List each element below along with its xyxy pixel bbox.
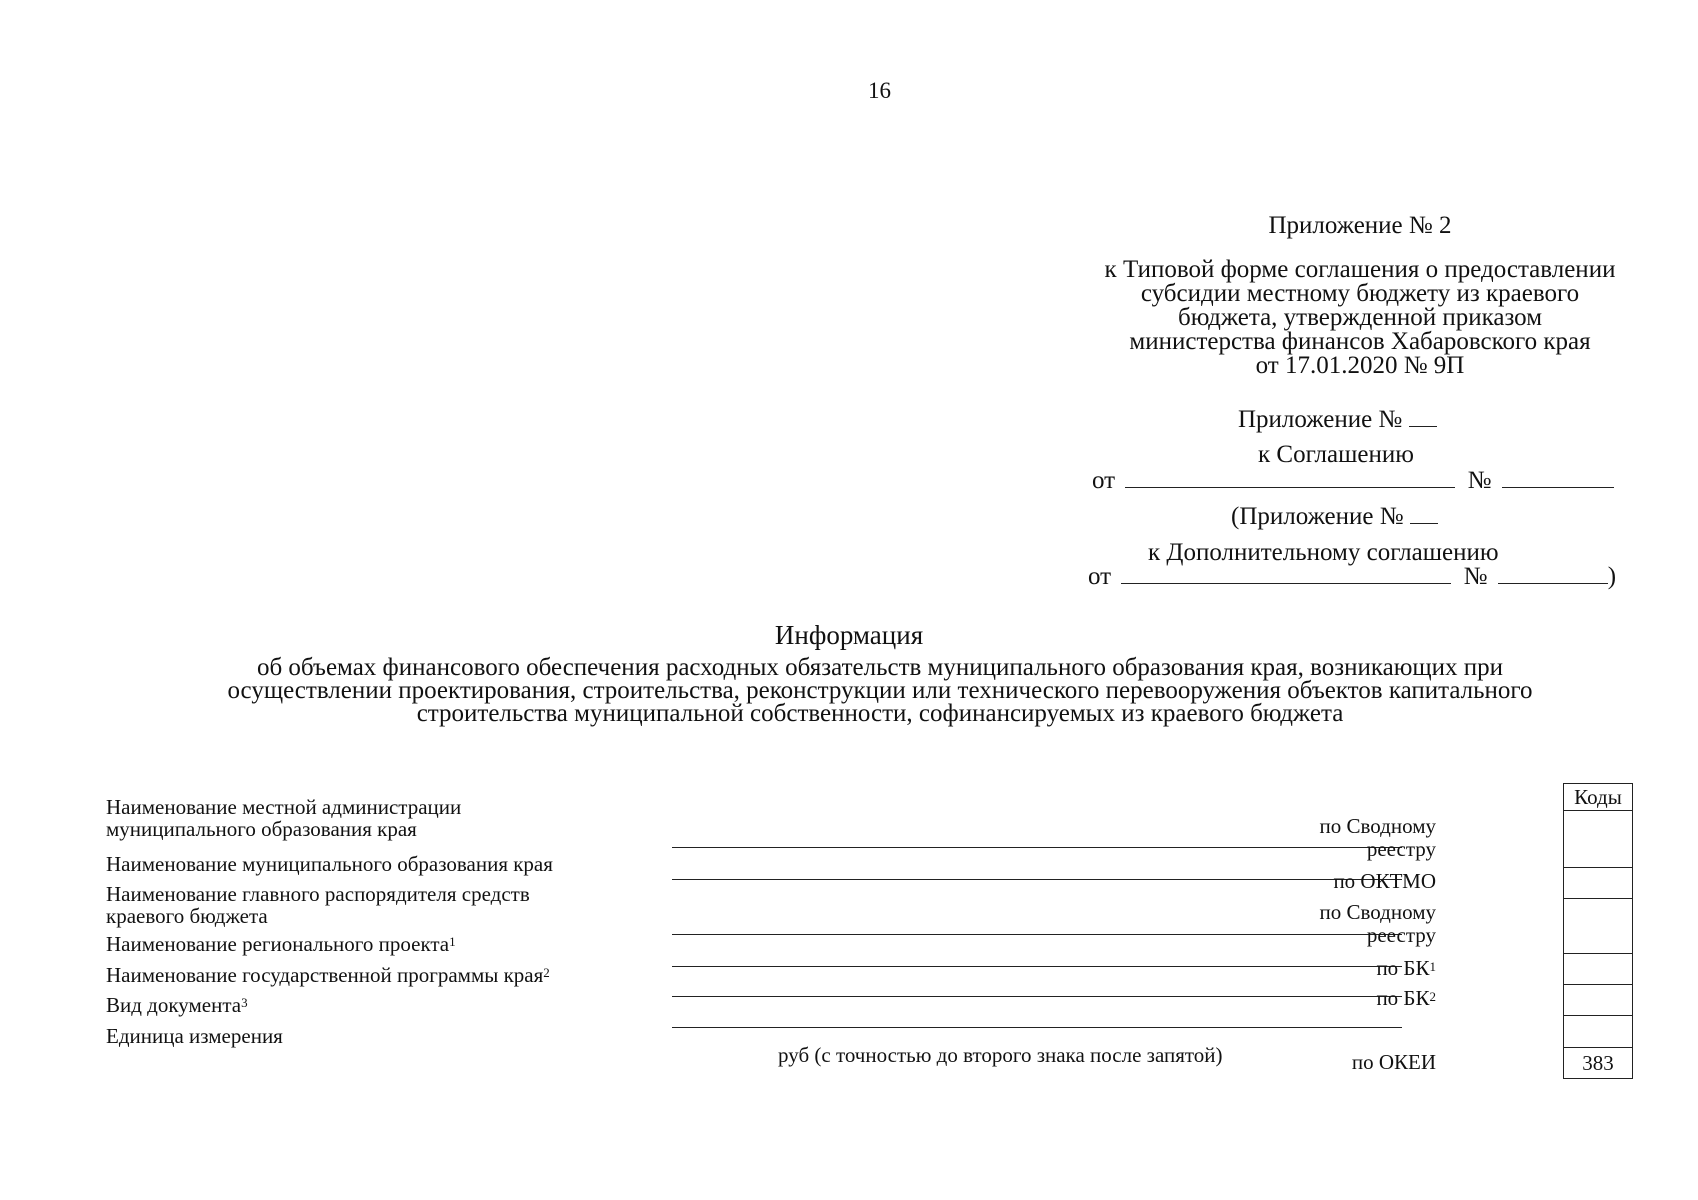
distributor-name-field[interactable] — [672, 934, 1402, 935]
label-state-program — [106, 964, 550, 986]
from-label: от — [1092, 467, 1116, 494]
appendix-title: Приложение № 2 — [1268, 212, 1452, 239]
label-distributor-line1: Наименование главного распорядителя средств — [106, 882, 530, 906]
code-label-bk2-text: по БК — [1376, 986, 1430, 1010]
code-label-bk2 — [1376, 987, 1436, 1010]
municipality-name-field[interactable] — [672, 879, 1402, 880]
from-label-2: от — [1088, 563, 1112, 590]
label-admin — [106, 796, 461, 840]
okei-code-value: 383 — [1582, 1051, 1614, 1075]
additional-number-field[interactable] — [1498, 561, 1608, 584]
codes-row-divider — [1563, 984, 1633, 985]
subtitle-line: строительства муниципальной собственности, софинансируемых из краевого бюджета — [416, 700, 1344, 727]
appendix-line: к Типовой форме соглашения о предоставлении — [1104, 256, 1616, 283]
code-label-reg2-line1: по Сводному — [1319, 900, 1436, 924]
label-admin-line1: Наименование местной администрации — [106, 795, 462, 819]
codes-table — [1563, 783, 1633, 1079]
additional-appendix-number-field[interactable] — [1410, 501, 1438, 524]
agreement-appendix-label: Приложение № — [1238, 406, 1403, 433]
unit-value: руб (с точностью до второго знака после запятой) — [778, 1043, 1223, 1067]
label-state-program-text: Наименование государственной программы края — [106, 963, 544, 987]
codes-row-divider — [1563, 867, 1633, 868]
code-label-reg1 — [1320, 815, 1436, 861]
codes-row-divider — [1563, 1015, 1633, 1016]
subtitle-line: осуществлении проектирования, строительства, реконструкции или технического перевооружения объектов капитального — [227, 677, 1533, 704]
code-label-reg1-line2: реестру — [1366, 837, 1436, 861]
code-label-reg1-line1: по Сводному — [1319, 814, 1436, 838]
appendix-line: от 17.01.2020 № 9П — [1255, 352, 1465, 379]
footnote-mark: 1 — [449, 934, 456, 949]
code-label-bk1-text: по БК — [1376, 956, 1430, 980]
additional-appendix-line — [1231, 501, 1438, 531]
additional-date-field[interactable] — [1121, 561, 1451, 584]
footnote-mark: 3 — [241, 995, 248, 1010]
codes-header: Коды — [1563, 783, 1633, 811]
label-admin-line2: муниципального образования края — [106, 817, 417, 841]
footnote-mark: 2 — [543, 965, 550, 980]
code-label-bk1 — [1376, 957, 1436, 980]
footnote-mark: 2 — [1429, 989, 1436, 1004]
code-label-oktmo: по ОКТМО — [1333, 869, 1436, 893]
regional-project-field[interactable] — [672, 966, 1402, 967]
code-label-okei: по ОКЕИ — [1351, 1050, 1436, 1074]
state-program-field[interactable] — [672, 996, 1402, 997]
appendix-reference — [1040, 258, 1680, 378]
label-regional-project — [106, 933, 456, 955]
footnote-mark: 1 — [1429, 959, 1436, 974]
admin-name-field[interactable] — [672, 847, 1402, 848]
appendix-line: бюджета, утвержденной приказом — [1177, 304, 1543, 331]
number-label-2: № — [1463, 563, 1488, 590]
number-label: № — [1467, 467, 1492, 494]
info-title: Информация — [774, 620, 924, 650]
additional-date-line — [1088, 561, 1616, 591]
codes-row-divider — [1563, 898, 1633, 899]
code-label-reg2-line2: реестру — [1366, 923, 1436, 947]
label-regional-project-text: Наименование регионального проекта — [106, 932, 450, 956]
close-paren: ) — [1607, 563, 1617, 590]
appendix-line: министерства финансов Хабаровского края — [1129, 328, 1591, 355]
agreement-appendix-line — [1238, 404, 1437, 434]
appendix-line: субсидии местному бюджету из краевого — [1140, 280, 1580, 307]
appendix-number-field[interactable] — [1409, 404, 1437, 427]
label-distributor — [106, 883, 530, 927]
codes-row-divider — [1563, 953, 1633, 954]
code-label-reg2 — [1320, 901, 1436, 947]
additional-appendix-label: (Приложение № — [1231, 503, 1404, 530]
label-doc-type — [106, 994, 248, 1016]
info-subtitle — [120, 656, 1640, 725]
to-additional-label: к Дополнительному соглашению — [1148, 539, 1499, 566]
agreement-number-field[interactable] — [1502, 465, 1614, 488]
label-unit: Единица измерения — [106, 1024, 283, 1048]
agreement-date-field[interactable] — [1125, 465, 1455, 488]
doc-type-field[interactable] — [672, 1027, 1402, 1028]
label-distributor-line2: краевого бюджета — [106, 904, 268, 928]
to-agreement-label: к Соглашению — [1258, 441, 1414, 468]
label-doc-type-text: Вид документа — [106, 993, 242, 1017]
page-number: 16 — [868, 78, 891, 103]
label-municipality: Наименование муниципального образования края — [106, 852, 553, 876]
agreement-date-line — [1092, 465, 1614, 495]
subtitle-line: об объемах финансового обеспечения расходных обязательств муниципального образования края, возникающих при — [256, 654, 1504, 681]
